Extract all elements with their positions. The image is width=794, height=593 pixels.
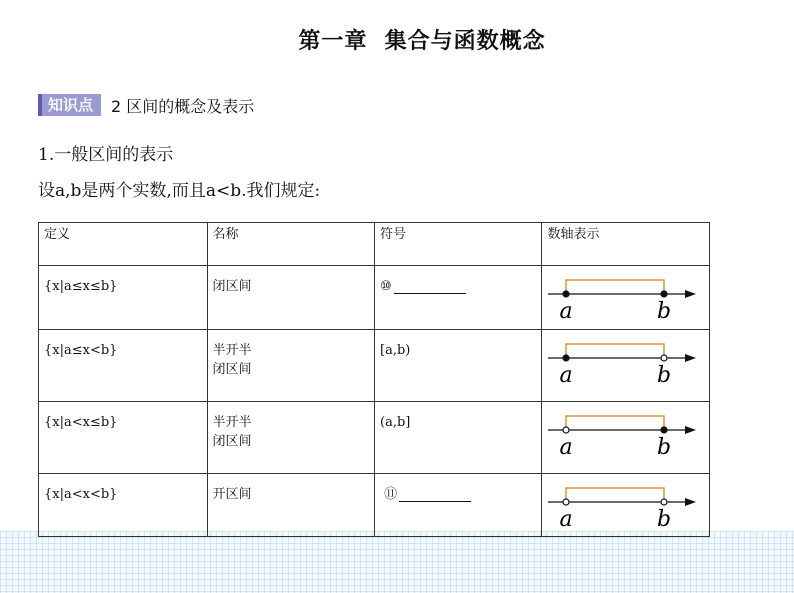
section-heading: 1.一般区间的表示 <box>38 145 174 165</box>
number-line-diagram <box>544 478 698 536</box>
blank-number-11: ⑪ <box>384 487 398 502</box>
right-endpoint <box>661 499 667 505</box>
interval-bracket <box>566 416 664 430</box>
number-line-cell <box>542 266 710 330</box>
intro-text: 设a,b是两个实数,而且a<b.我们规定: <box>38 181 321 201</box>
grid-background <box>0 531 794 593</box>
header-name: 名称 <box>207 223 374 266</box>
table-row <box>39 266 710 330</box>
endpoint-label-b: b <box>657 363 672 388</box>
interval-bracket <box>566 280 664 294</box>
endpoint-label-b: b <box>657 299 672 324</box>
interval-name: 闭区间 <box>212 279 252 294</box>
header-symbol: 符号 <box>375 223 542 266</box>
interval-bracket <box>566 488 664 502</box>
endpoint-label-a: a <box>559 507 574 532</box>
number-line-diagram <box>544 270 698 328</box>
definition-cell: {x|a<x<b} <box>39 474 208 537</box>
interval-name-line2: 闭区间 <box>212 433 252 449</box>
right-endpoint <box>661 427 667 433</box>
interval-name-line2: 闭区间 <box>212 361 252 377</box>
symbol-cell <box>375 266 542 330</box>
axis-arrow-icon <box>685 498 696 506</box>
number-line-diagram <box>544 334 698 396</box>
table-row <box>39 402 710 474</box>
axis-arrow-icon <box>685 354 696 362</box>
symbol-cell <box>375 474 542 537</box>
table-header-row <box>39 223 710 266</box>
number-line-cell <box>542 402 710 474</box>
endpoint-label-a: a <box>559 435 574 460</box>
axis-arrow-icon <box>685 426 696 434</box>
number-line-cell <box>542 474 710 537</box>
blank-number-10: ⑩ <box>380 279 392 294</box>
definition-cell: {x|a<x≤b} <box>39 402 208 474</box>
interval-symbol: (a,b] <box>380 415 411 430</box>
interval-table <box>38 222 710 537</box>
interval-name: 开区间 <box>212 487 252 502</box>
axis-arrow-icon <box>685 290 696 298</box>
symbol-cell <box>375 402 542 474</box>
endpoint-label-b: b <box>657 507 672 532</box>
number-line-cell <box>542 330 710 402</box>
chapter-title: 第一章 集合与函数概念 <box>298 29 546 54</box>
right-endpoint <box>661 355 667 361</box>
name-cell <box>207 402 374 474</box>
table-row <box>39 330 710 402</box>
knowledge-point-badge: 知识点 <box>38 94 101 116</box>
interval-name-line1: 半开半 <box>212 343 252 358</box>
right-endpoint <box>661 291 667 297</box>
left-endpoint <box>563 499 569 505</box>
header-number-line: 数轴表示 <box>542 223 710 266</box>
knowledge-point-title: 2 区间的概念及表示 <box>111 96 255 116</box>
definition-cell: {x|a≤x<b} <box>39 330 208 402</box>
table-row <box>39 474 710 537</box>
interval-bracket <box>566 344 664 358</box>
fill-in-blank <box>399 500 471 502</box>
fill-in-blank <box>394 292 466 294</box>
endpoint-label-a: a <box>559 363 574 388</box>
left-endpoint <box>563 427 569 433</box>
interval-symbol: [a,b) <box>380 343 411 358</box>
left-endpoint <box>563 355 569 361</box>
header-definition: 定义 <box>39 223 208 266</box>
interval-name-line1: 半开半 <box>212 415 252 430</box>
definition-cell: {x|a≤x≤b} <box>39 266 208 330</box>
number-line-diagram <box>544 406 698 468</box>
symbol-cell <box>375 330 542 402</box>
endpoint-label-a: a <box>559 299 574 324</box>
name-cell <box>207 474 374 537</box>
knowledge-point-heading <box>38 92 254 118</box>
endpoint-label-b: b <box>657 435 672 460</box>
name-cell <box>207 266 374 330</box>
left-endpoint <box>563 291 569 297</box>
name-cell <box>207 330 374 402</box>
